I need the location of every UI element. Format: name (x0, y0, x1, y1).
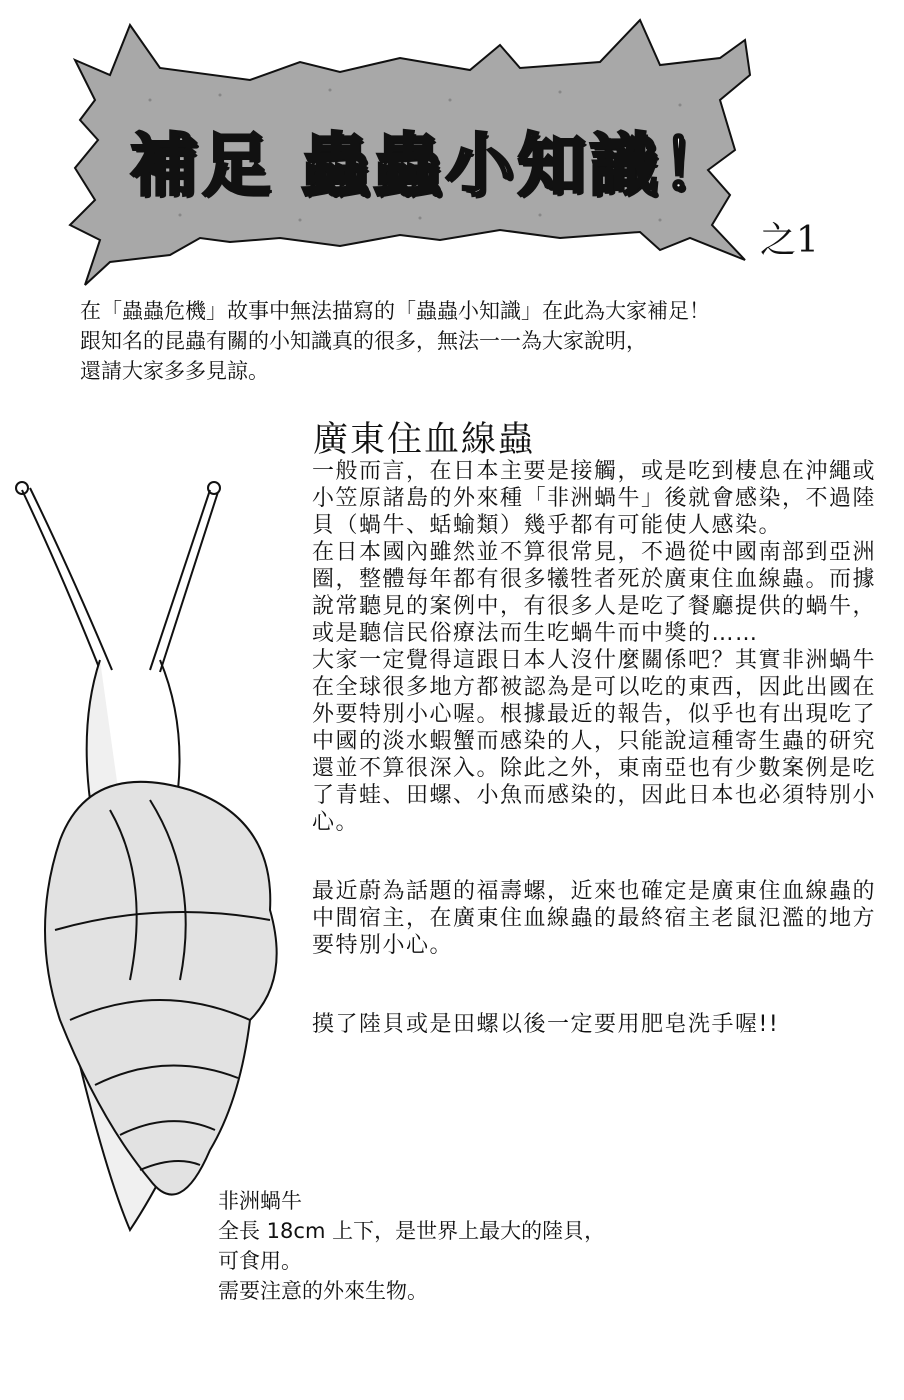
snail-caption (218, 1186, 605, 1306)
text-line: 外要特別小心喔。根據最近的報告，似乎也有出現吃了 (312, 702, 877, 727)
snail-tentacle-left (22, 490, 100, 670)
article-paragraph-1 (312, 458, 892, 836)
text-line: 摸了陸貝或是田螺以後一定要用肥皂洗手喔!! (312, 1012, 780, 1037)
banner-title: 補足 蟲蟲小知識！ (130, 127, 734, 206)
text-line: 要特別小心。 (312, 933, 454, 958)
article-paragraph-2 (312, 878, 892, 959)
article-heading: 廣東住血線蟲 (313, 420, 536, 460)
text-line: 圈，整體每年都有很多犧牲者死於廣東住血線蟲。而據 (312, 567, 877, 592)
article-paragraph-3 (312, 1011, 892, 1038)
text-line: 在全球很多地方都被認為是可以吃的東西，因此出國在 (312, 675, 877, 700)
intro-text (80, 296, 710, 386)
intro-line: 跟知名的昆蟲有關的小知識真的很多，無法一一為大家說明， (80, 329, 647, 353)
caption-line: 非洲蝸牛 (218, 1189, 302, 1213)
part-number: 之1 (760, 220, 819, 261)
text-line: 說常聽見的案例中，有很多人是吃了餐廳提供的蝸牛， (312, 594, 877, 619)
text-line: 一般而言，在日本主要是接觸，或是吃到棲息在沖繩或 (312, 459, 877, 484)
caption-line: 可食用。 (218, 1249, 302, 1273)
text-line: 還並不算很深入。除此之外，東南亞也有少數案例是吃 (312, 756, 877, 781)
snail-tentacle-right (150, 490, 210, 670)
text-line: 貝（蝸牛、蛞蝓類）幾乎都有可能使人感染。 (312, 513, 783, 538)
snail-shell (45, 782, 277, 1195)
intro-line: 在「蟲蟲危機」故事中無法描寫的「蟲蟲小知識」在此為大家補足！ (80, 299, 710, 323)
text-line: 最近蔚為話題的福壽螺，近來也確定是廣東住血線蟲的 (312, 879, 877, 904)
text-line: 小笠原諸島的外來種「非洲蝸牛」後就會感染，不過陸 (312, 486, 877, 511)
caption-line: 需要注意的外來生物。 (218, 1279, 428, 1303)
caption-line: 全長 18cm 上下，是世界上最大的陸貝， (218, 1219, 606, 1243)
text-line: 中間宿主，在廣東住血線蟲的最終宿主老鼠氾濫的地方 (312, 906, 877, 931)
intro-line: 還請大家多多見諒。 (80, 359, 269, 383)
text-line: 心。 (312, 810, 360, 835)
text-line: 在日本國內雖然並不算很常見，不過從中國南部到亞洲 (312, 540, 877, 565)
african-snail-illustration (0, 460, 300, 1240)
text-line: 大家一定覺得這跟日本人沒什麼關係吧？其實非洲蝸牛 (312, 648, 877, 673)
text-line: 中國的淡水蝦蟹而感染的人，只能說這種寄生蟲的研究 (312, 729, 877, 754)
text-line: 了青蛙、田螺、小魚而感染的，因此日本也必須特別小 (312, 783, 877, 808)
text-line: 或是聽信民俗療法而生吃蝸牛而中獎的…… (312, 621, 759, 646)
